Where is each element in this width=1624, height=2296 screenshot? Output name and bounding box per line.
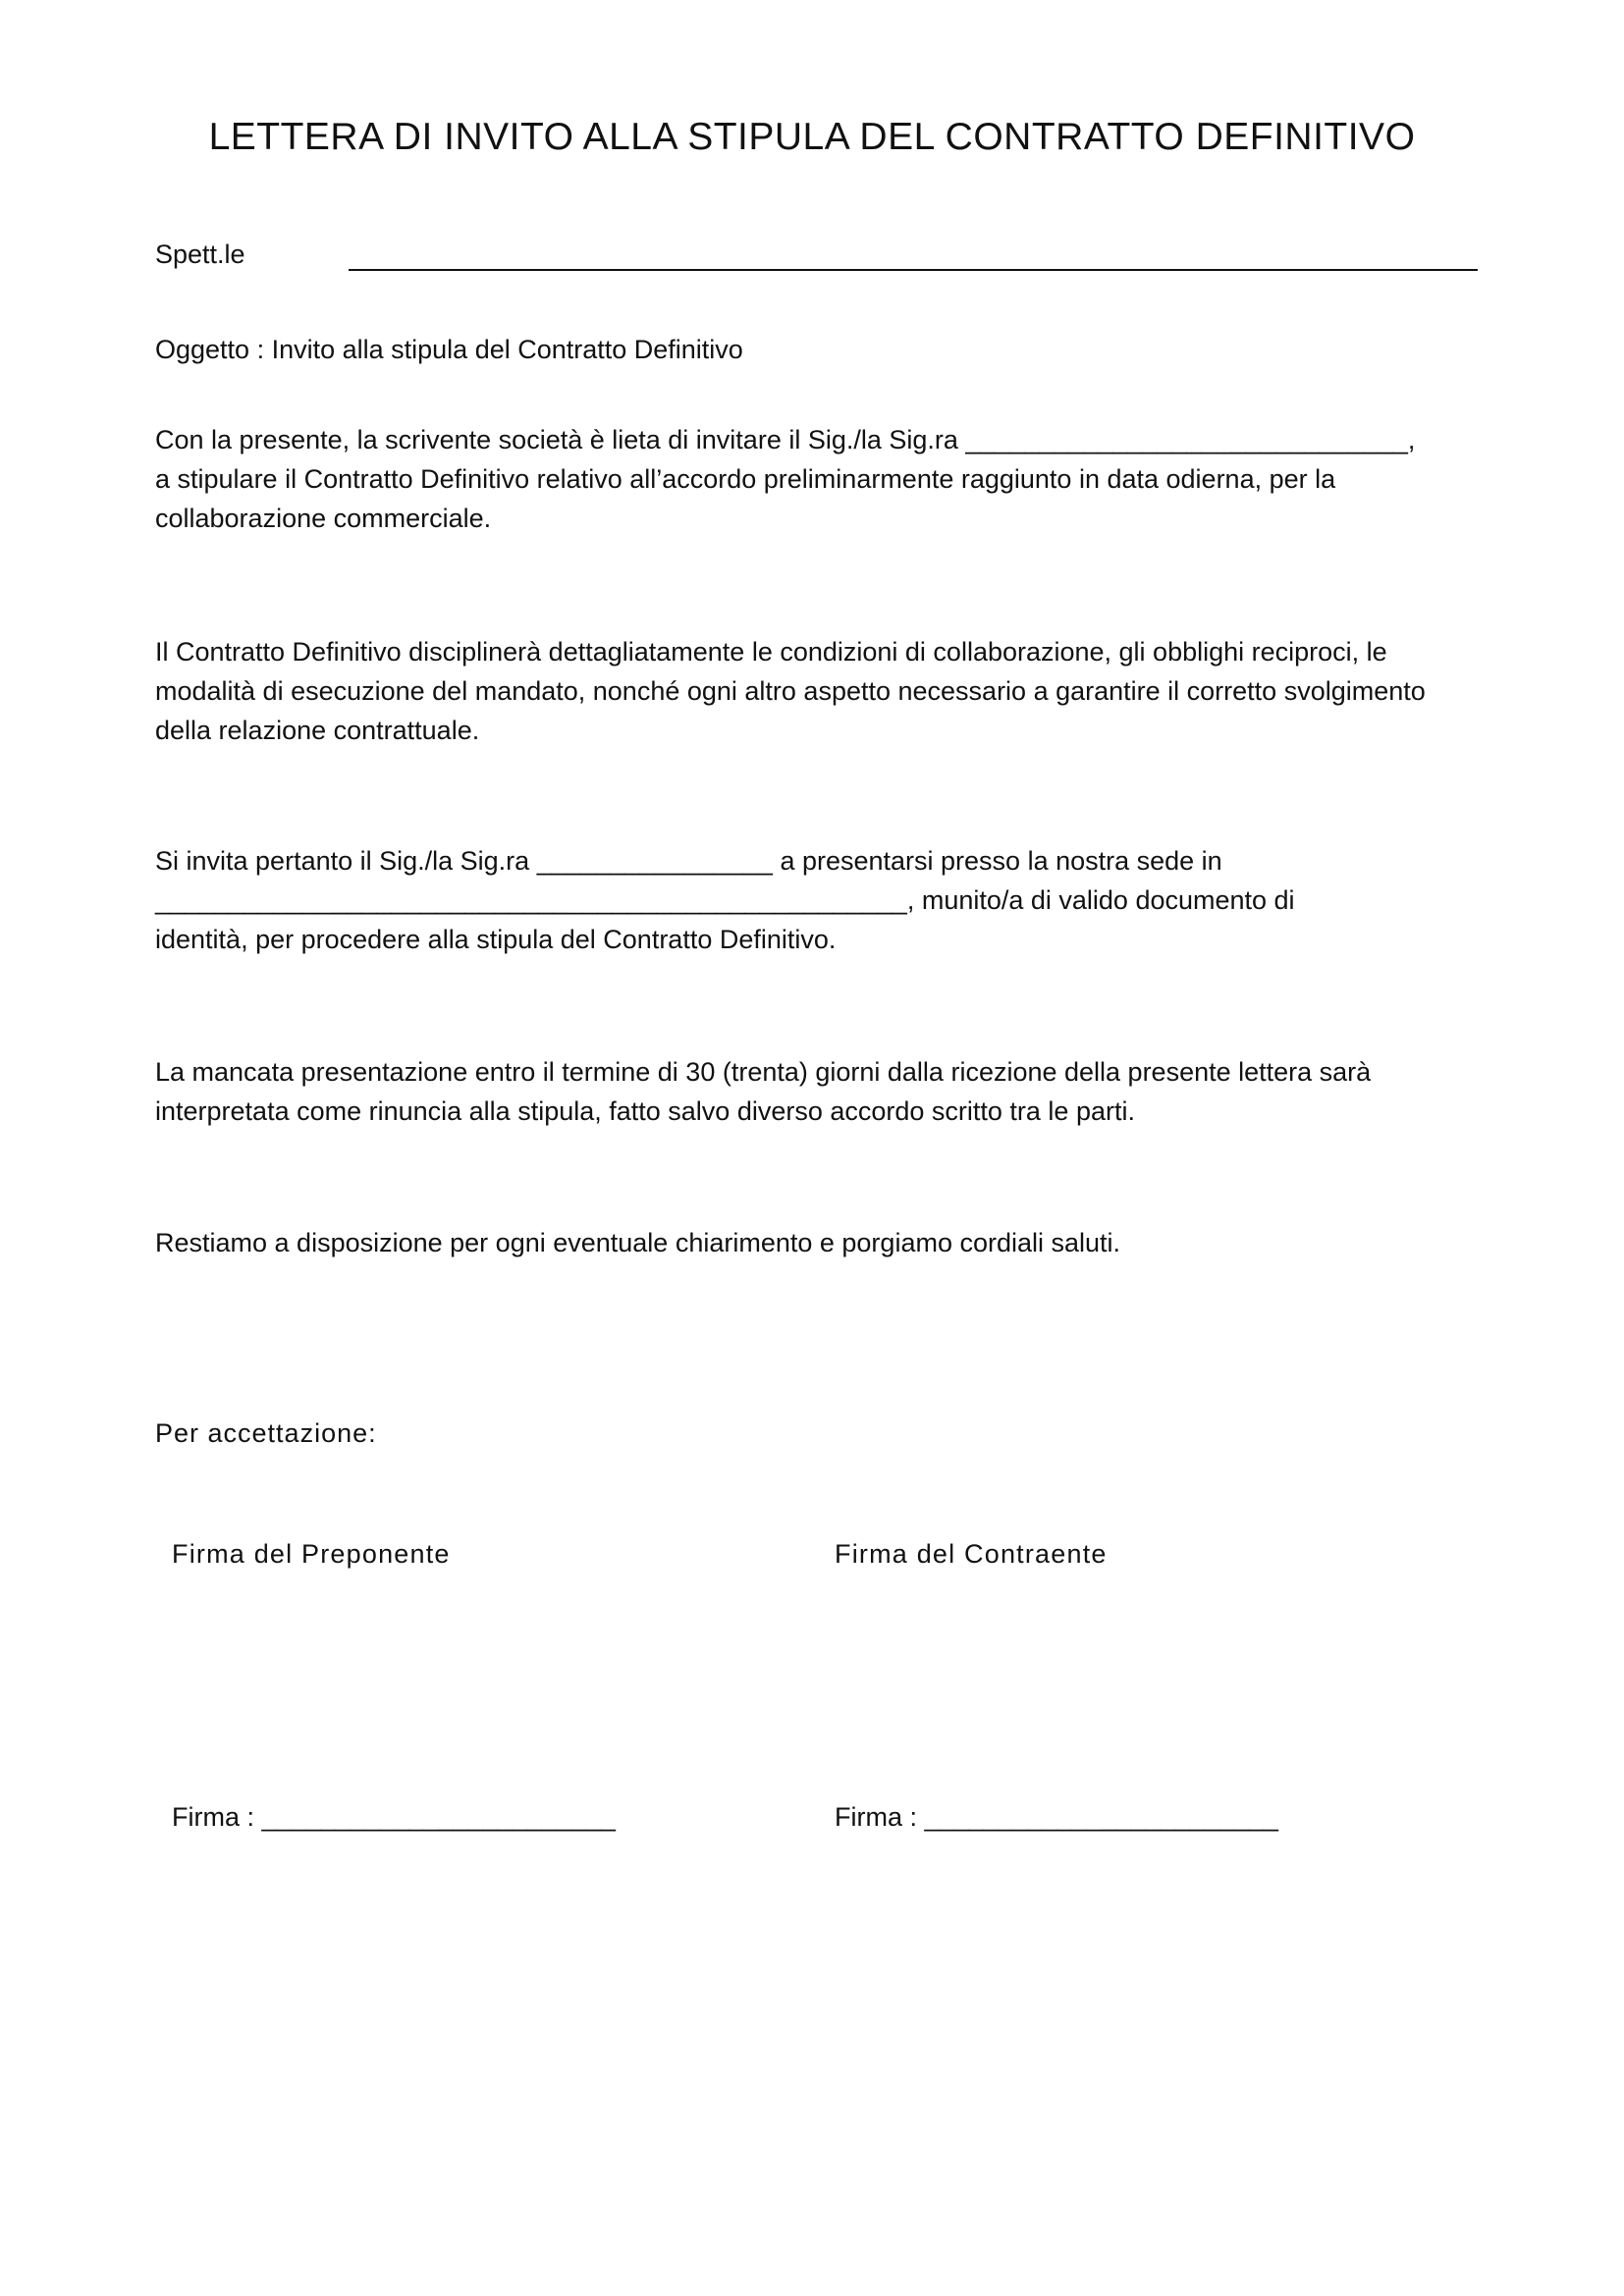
acceptance-label: Per accettazione: <box>155 1418 377 1448</box>
paragraph-line: a stipulare il Contratto Definitivo relativo all’accordo preliminarmente raggiunto in data odierna, per la <box>155 464 1336 494</box>
signature-heading-preponent: Firma del Preponente <box>172 1539 451 1569</box>
paragraph-line: della relazione contrattuale. <box>155 716 480 745</box>
paragraph-line: identità, per procedere alla stipula del Contratto Definitivo. <box>155 925 837 954</box>
paragraph-line: Con la presente, la scrivente società è lieta di invitare il Sig./la Sig.ra ______________________________, <box>155 425 1416 454</box>
paragraph-line: modalità di esecuzione del mandato, nonché ogni altro aspetto necessario a garantire il corretto svolgimento <box>155 676 1426 706</box>
paragraph-deadline <box>155 1052 1481 1131</box>
paragraph-line: Il Contratto Definitivo disciplinerà dettagliatamente le condizioni di collaborazione, gli obblighi reciproci, le <box>155 637 1387 667</box>
signature-heading-contractor: Firma del Contraente <box>835 1539 1108 1569</box>
signature-line-preponent: Firma : ________________________ <box>172 1802 616 1832</box>
paragraph-line: interpretata come rinuncia alla stipula, fatto salvo diverso accordo scritto tra le parti. <box>155 1096 1135 1126</box>
document-title: LETTERA DI INVITO ALLA STIPULA DEL CONTRATTO DEFINITIVO <box>208 116 1416 158</box>
subject-line: Oggetto : Invito alla stipula del Contratto Definitivo <box>155 335 743 364</box>
paragraph-invitation <box>155 420 1481 538</box>
paragraph-presentation <box>155 841 1481 959</box>
paragraph-line: Si invita pertanto il Sig./la Sig.ra ________________ a presentarsi presso la nostra sede in <box>155 846 1222 876</box>
paragraph-closing <box>155 1223 1481 1262</box>
paragraph-line: La mancata presentazione entro il termine di 30 (trenta) giorni dalla ricezione della presente lettera sarà <box>155 1057 1372 1087</box>
signature-line-contractor: Firma : ________________________ <box>835 1802 1278 1832</box>
paragraph-line: Restiamo a disposizione per ogni eventuale chiarimento e porgiamo cordiali saluti. <box>155 1228 1121 1257</box>
paragraph-contract-terms <box>155 632 1481 750</box>
recipient-blank-line <box>349 269 1478 271</box>
paragraph-line: ___________________________________________________, munito/a di valido documento di <box>155 885 1295 915</box>
paragraph-line: collaborazione commerciale. <box>155 504 492 533</box>
recipient-label: Spett.le <box>155 240 245 269</box>
